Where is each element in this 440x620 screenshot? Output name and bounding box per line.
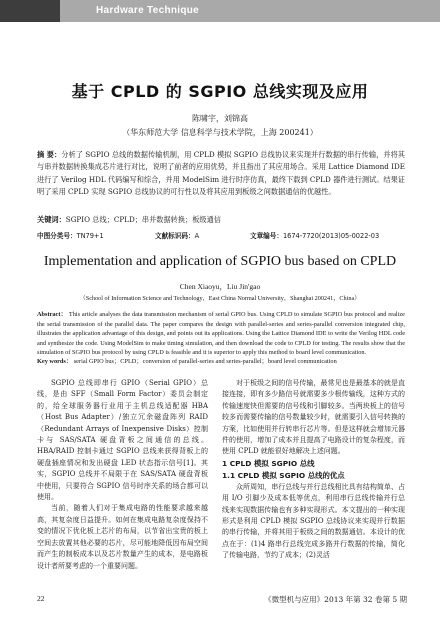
keywords-en bbox=[37, 357, 405, 367]
abstract-cn-label: 摘 要： bbox=[37, 150, 62, 159]
body-paragraph: 对于板级之间的信号传输，最常见也是最基本的就是直接连接，即有多少路信号就需要多少根传输线，这种方式的传输速度快但需要的信号线和引脚较多。当两块板上的信号较多而需要传输的信号数量较少时，就需要引入信号转换的方案，比如使用并行转串行芯片等。但是这样就会增加元器件的使用，增加了成本并且提高了电路设计的复杂程度，而使用 CPLD 就能很好地解决上述问题。 bbox=[222, 379, 405, 456]
abstract-en bbox=[37, 310, 405, 358]
document-code: 文献标识码：A bbox=[155, 232, 200, 240]
article-number: 文章编号：1674-7720(2013)05-0022-03 bbox=[250, 232, 380, 240]
clc-number: 中图分类号：TN79+1 bbox=[37, 232, 104, 240]
section-heading-1-1: 1.1 CPLD 模拟 SGPIO 总线的优点 bbox=[222, 470, 345, 480]
body-paragraph: SGPIO 总线即串行 GPIO（Serial GPIO）总线，是由 SFF（Small Form Factor）委员会制定的，给全球服务器行业用于主机总线适配器 HBA（Host Bus Adapter）/独立冗余磁盘阵列 RAID（Redundant Arrays of Inexpensive Disks）控制卡与 SAS/SATA 硬盘背板之间通信的总线。HBA/RAID 控制卡通过 SGPIO 总线来获得背板上的硬盘插座情况和发出硬盘 LED 状态指示信号[1]。其实，SGPIO 总线并不局限于在 SAS/SATA 硬盘背板中使用，只要符合 SGPIO 信号时序关系的场合都可以使用。 bbox=[37, 379, 208, 502]
abstract-cn-text: 分析了 SGPIO 总线的数据传输机制，用 CPLD 模拟 SGPIO 总线协议来实现并行数据的串行传输，并将其与串并数据转换集成芯片进行对比，说明了前者的应用优势，并且指出了其应用场合。采用 Lattice Diamond IDE 进行了 Verilog HDL 代码编写和综合，并用 ModelSim 进行时序仿真，最终下载到 CPLD 器件进行测试。结果证明了采用 CPLD 实现 SGPIO 总线协议的可行性以及将其应用到板级之间数据通信的优越性。 bbox=[37, 150, 405, 197]
authors-cn: 陈啸宇，刘锦高 bbox=[192, 114, 248, 123]
header-section-label: Hardware Technique bbox=[96, 5, 200, 16]
body-paragraph: 众所周知，串行总线与并行总线相比具有结构简单、占用 I/O 引脚少及成本低等优点，利用串行总线传输并行总线来实现数据传输也有多种实现形式。本文提出的一种实现形式是利用 CPLD 模拟 SGPIO 总线协议来实现并行数据的串行传输，并将其用于板级之间的数据通信。本设计的优点在于：(1)4 路串行总线完成多路并行数据的传输，简化了传输电路，节约了成本；(2)灵活 bbox=[222, 482, 405, 560]
header-dark-block bbox=[0, 0, 60, 22]
affiliation-cn: （华东师范大学 信息科学与技术学院，上海 200241） bbox=[122, 128, 318, 137]
keywords-cn-text: SGPIO 总线；CPLD；串并数据转换；板级通信 bbox=[65, 215, 221, 224]
body-column-right bbox=[222, 378, 405, 562]
body-paragraph: 当前，随着人们对于集成电路的性能要求越来越高，其复杂度日益提升。如何在集成电路复杂度保持不变的情况下优化板上芯片的布局，以节省出宝贵的板上空间去放置其他必要的芯片，尽可能地降低因布局空间而产生的制板成本以及芯片数量产生的成本，是电路板设计者所要考虑的一个重要问题。 bbox=[37, 504, 208, 570]
page-number: 22 bbox=[37, 594, 45, 603]
keywords-en-label: Key words： bbox=[37, 358, 73, 365]
abstract-en-text: This article analyses the data transmission mechanism of serial GPIO bus. Using CPLD to simulate SGPIO bus protocol and realize the serial transmission of the parallel data. The paper compares the design with parallel-series and series-parallel conversion integrated chip, illustrates the application advantage of this design, and points out its applications. Using the Lattice Diamond IDE to write the Verilog HDL code and synthesize the code. Using ModelSim to make timing simulation, and then download the code to CPLD for testing. The results show that the simulation of SGPIO bus protocol by using CPLD is feasible and it is superior to apply this method to board level communication. bbox=[37, 311, 405, 357]
affiliation-en: （School of Information Science and Technology，East China Normal University，Shanghai 200241，China） bbox=[79, 295, 361, 302]
paper-title-en: Implementation and application of SGPIO bus based on CPLD bbox=[43, 254, 397, 269]
running-header bbox=[0, 0, 440, 24]
journal-citation: 《微型机与应用》2013 年第 32 卷第 5 期 bbox=[264, 595, 407, 604]
keywords-cn bbox=[37, 214, 405, 225]
abstract-cn bbox=[37, 149, 405, 199]
abstract-en-label: Abstract： bbox=[37, 311, 68, 318]
authors-en: Chen Xiaoyu，Liu Jin'gao bbox=[179, 282, 261, 291]
paper-title-cn: 基于 CPLD 的 SGPIO 总线实现及应用 bbox=[71, 82, 369, 101]
section-heading-1: 1 CPLD 模拟 SGPIO 总线 bbox=[222, 458, 315, 468]
keywords-cn-label: 关键词： bbox=[37, 215, 66, 224]
keywords-en-text: serial GPIO bus；CPLD；conversion of parallel-series and series-parallel；board level communication bbox=[73, 358, 337, 365]
body-column-left bbox=[37, 378, 208, 572]
